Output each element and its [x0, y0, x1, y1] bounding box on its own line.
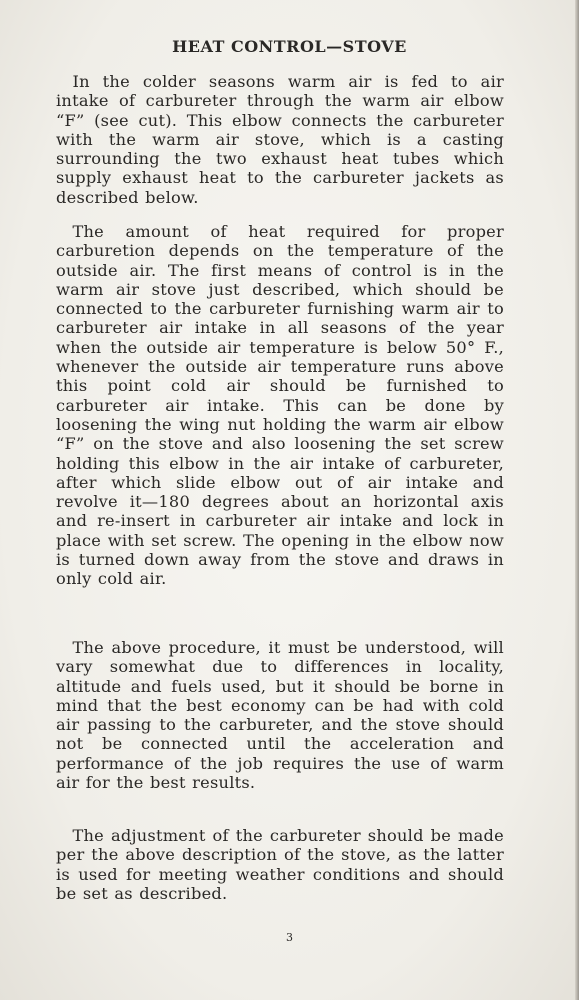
paragraph-adjustment: The adjustment of the carbureter should be made per the above description of the stove, as the latter is used for meeting weather conditions and should be set as described. — [56, 826, 504, 903]
page-title: HEAT CONTROL—STOVE — [172, 37, 407, 56]
page-number: 3 — [286, 931, 293, 944]
paragraph-procedure-note: The above procedure, it must be understood, will vary somewhat due to differences in locality, altitude and fuels used, but it should be borne in mind that the best economy can be had with cold air passing to the carbureter, and the stove should not be connected until the acceleration and performance of the job requires the use of warm air for the best results. — [56, 638, 504, 793]
paragraph-heat-amount: The amount of heat required for proper carburetion depends on the temperature of the outside air. The first means of control is in the warm air stove just described, which should be connected to the carbureter furnishing warm air to carbureter air intake in all seasons of the year when the outside air temperature is below 50° F., whenever the outside air temperature runs above this point cold air should be furnished to carbureter air intake. This can be done by loosening the wing nut holding the warm air elbow “F” on the stove and also loosening the set screw holding this elbow in the air intake of carbureter, after which slide elbow out of air intake and revolve it—180 degrees about an horizontal axis and re-insert in carbureter air intake and lock in place with set screw. The opening in the elbow now is turned down away from the stove and draws in only cold air. — [56, 222, 504, 589]
paragraph-warm-air-elbow: In the colder seasons warm air is fed to air intake of carbureter through the warm air elbow “F” (see cut). This elbow connects the carbureter with the warm air stove, which is a casting surrounding the two exhaust heat tubes which supply exhaust heat to the carbureter jackets as described below. — [56, 72, 504, 207]
page-edge — [575, 0, 579, 1000]
